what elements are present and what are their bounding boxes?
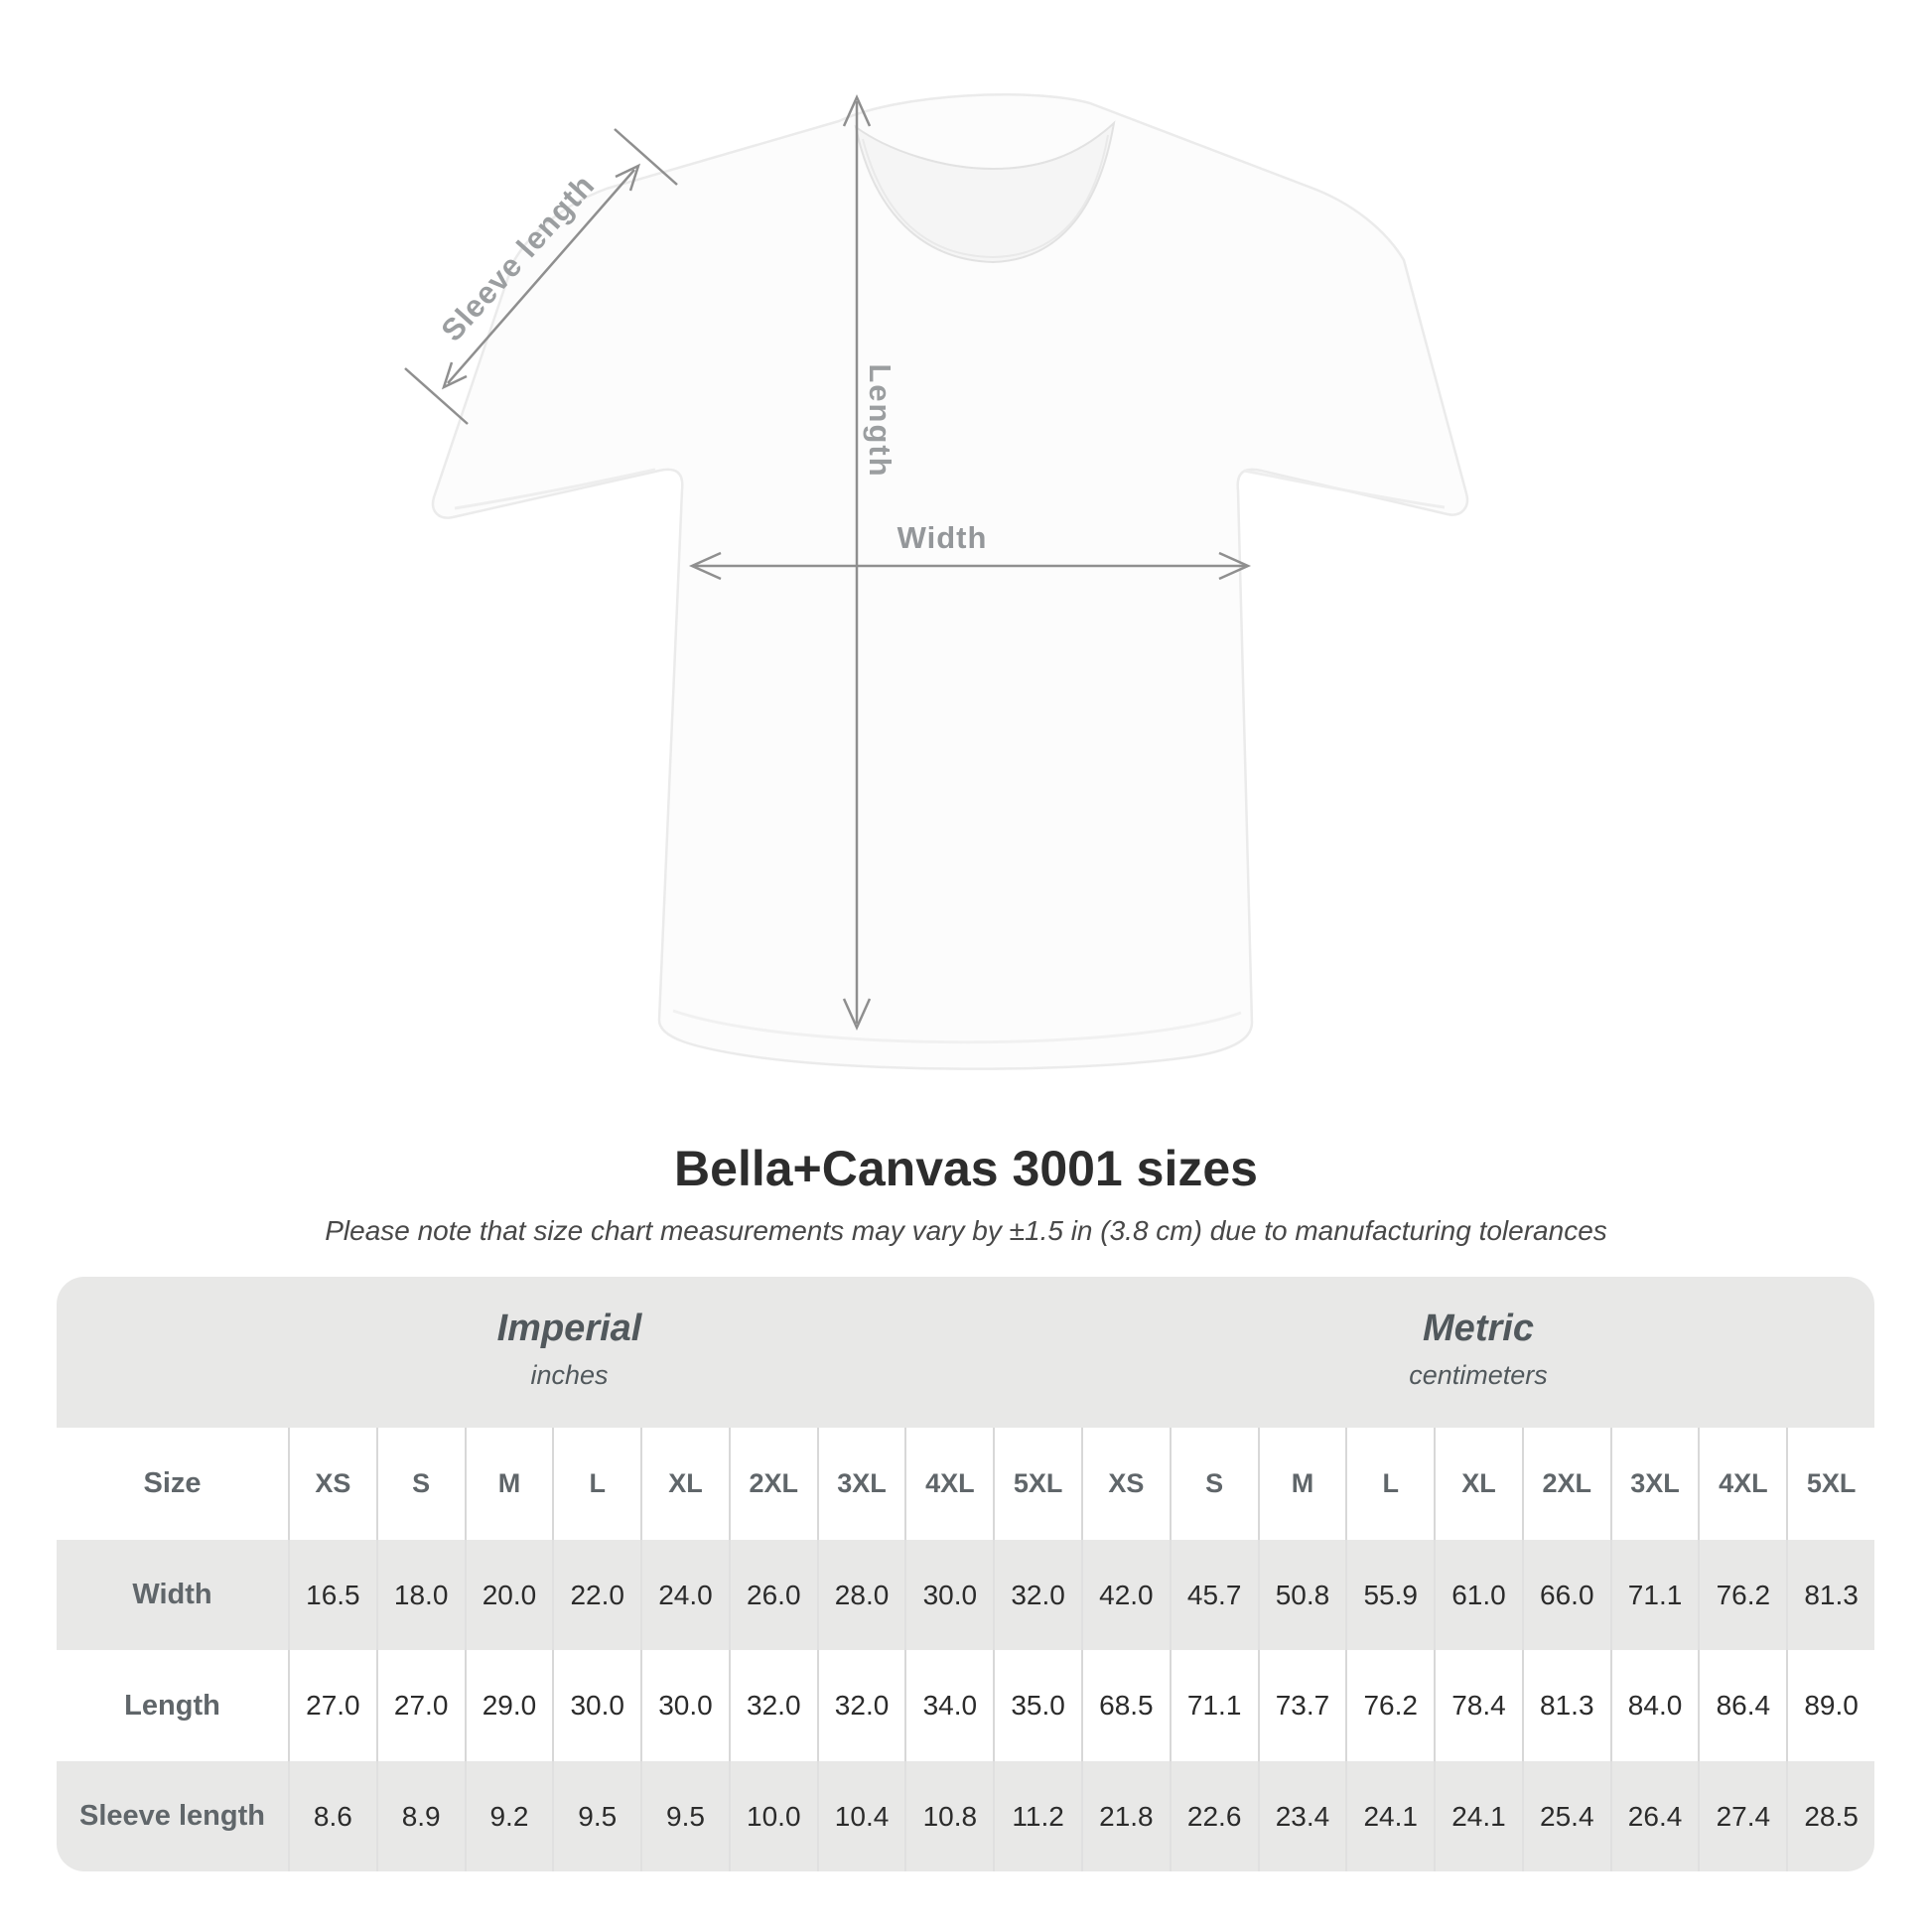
value-cell: 81.3 (1786, 1540, 1874, 1650)
size-header-cell: 3XL (1610, 1428, 1699, 1540)
value-cell: 28.0 (817, 1540, 905, 1650)
value-cell: 86.4 (1698, 1650, 1786, 1761)
size-header-cell: S (376, 1428, 465, 1540)
width-row (57, 1540, 1874, 1650)
size-header-cell: 4XL (904, 1428, 993, 1540)
value-cell: 73.7 (1258, 1650, 1346, 1761)
value-cell: 23.4 (1258, 1761, 1346, 1871)
value-cell: 32.0 (993, 1540, 1081, 1650)
value-cell: 24.1 (1434, 1761, 1522, 1871)
value-cell: 35.0 (993, 1650, 1081, 1761)
value-cell: 30.0 (640, 1650, 729, 1761)
value-cell: 26.4 (1610, 1761, 1699, 1871)
value-cell: 34.0 (904, 1650, 993, 1761)
value-cell: 10.0 (729, 1761, 817, 1871)
value-cell: 27.0 (288, 1650, 376, 1761)
size-header-row (57, 1428, 1874, 1540)
length-row (57, 1650, 1874, 1761)
value-cell: 66.0 (1522, 1540, 1610, 1650)
value-cell: 89.0 (1786, 1650, 1874, 1761)
size-column-header: Size (143, 1467, 202, 1499)
value-cell: 30.0 (552, 1650, 640, 1761)
size-header-cell: 2XL (1522, 1428, 1610, 1540)
value-cell: 25.4 (1522, 1761, 1610, 1871)
value-cell: 8.9 (376, 1761, 465, 1871)
value-cell: 21.8 (1081, 1761, 1170, 1871)
size-header-cell: XL (1434, 1428, 1522, 1540)
value-cell: 84.0 (1610, 1650, 1699, 1761)
sleeve-length-row (57, 1761, 1874, 1871)
value-cell: 68.5 (1081, 1650, 1170, 1761)
length-label: Length (863, 363, 897, 479)
value-cell: 9.5 (552, 1761, 640, 1871)
value-cell: 24.0 (640, 1540, 729, 1650)
size-header-cell: L (552, 1428, 640, 1540)
value-cell: 32.0 (817, 1650, 905, 1761)
value-cell: 10.8 (904, 1761, 993, 1871)
value-cell: 50.8 (1258, 1540, 1346, 1650)
value-cell: 24.1 (1345, 1761, 1434, 1871)
value-cell: 9.2 (465, 1761, 553, 1871)
value-cell: 22.6 (1170, 1761, 1258, 1871)
length-row-label: Length (124, 1689, 220, 1722)
value-cell: 78.4 (1434, 1650, 1522, 1761)
page-title: Bella+Canvas 3001 sizes (674, 1141, 1258, 1196)
size-header-cell: M (1258, 1428, 1346, 1540)
size-header-cell: 2XL (729, 1428, 817, 1540)
size-header-cell: M (465, 1428, 553, 1540)
width-row-label: Width (132, 1579, 212, 1610)
value-cell: 22.0 (552, 1540, 640, 1650)
value-cell: 61.0 (1434, 1540, 1522, 1650)
size-header-cell: XL (640, 1428, 729, 1540)
size-header-cell: 3XL (817, 1428, 905, 1540)
value-cell: 20.0 (465, 1540, 553, 1650)
sleeve-length-row-label: Sleeve length (79, 1800, 265, 1832)
metric-group-label: Metric (1423, 1308, 1534, 1349)
size-header-cell: 4XL (1698, 1428, 1786, 1540)
value-cell: 42.0 (1081, 1540, 1170, 1650)
value-cell: 10.4 (817, 1761, 905, 1871)
size-header-cell: 5XL (1786, 1428, 1874, 1540)
metric-group-unit: centimeters (1409, 1360, 1548, 1390)
value-cell: 27.0 (376, 1650, 465, 1761)
value-cell: 18.0 (376, 1540, 465, 1650)
value-cell: 26.0 (729, 1540, 817, 1650)
imperial-group-header (57, 1277, 1082, 1428)
value-cell: 30.0 (904, 1540, 993, 1650)
imperial-group-label: Imperial (496, 1308, 642, 1349)
value-cell: 55.9 (1345, 1540, 1434, 1650)
value-cell: 76.2 (1345, 1650, 1434, 1761)
sleeve-length-label: Sleeve length (434, 167, 602, 348)
value-cell: 32.0 (729, 1650, 817, 1761)
size-header-cell: XS (288, 1428, 376, 1540)
size-header-cell: L (1345, 1428, 1434, 1540)
unit-group-header-row (57, 1277, 1874, 1428)
tolerance-note: Please note that size chart measurements may vary by ±1.5 in (3.8 cm) due to manufacturing tolerances (325, 1215, 1607, 1246)
value-cell: 81.3 (1522, 1650, 1610, 1761)
value-cell: 16.5 (288, 1540, 376, 1650)
value-cell: 45.7 (1170, 1540, 1258, 1650)
value-cell: 71.1 (1170, 1650, 1258, 1761)
imperial-group-unit: inches (530, 1360, 609, 1390)
size-table (57, 1277, 1874, 1871)
value-cell: 9.5 (640, 1761, 729, 1871)
size-header-cell: XS (1081, 1428, 1170, 1540)
metric-group-header (1082, 1277, 1874, 1428)
width-label: Width (897, 520, 988, 555)
value-cell: 29.0 (465, 1650, 553, 1761)
size-header-cell: S (1170, 1428, 1258, 1540)
value-cell: 76.2 (1698, 1540, 1786, 1650)
value-cell: 27.4 (1698, 1761, 1786, 1871)
value-cell: 8.6 (288, 1761, 376, 1871)
value-cell: 71.1 (1610, 1540, 1699, 1650)
size-header-cell: 5XL (993, 1428, 1081, 1540)
value-cell: 11.2 (993, 1761, 1081, 1871)
value-cell: 28.5 (1786, 1761, 1874, 1871)
